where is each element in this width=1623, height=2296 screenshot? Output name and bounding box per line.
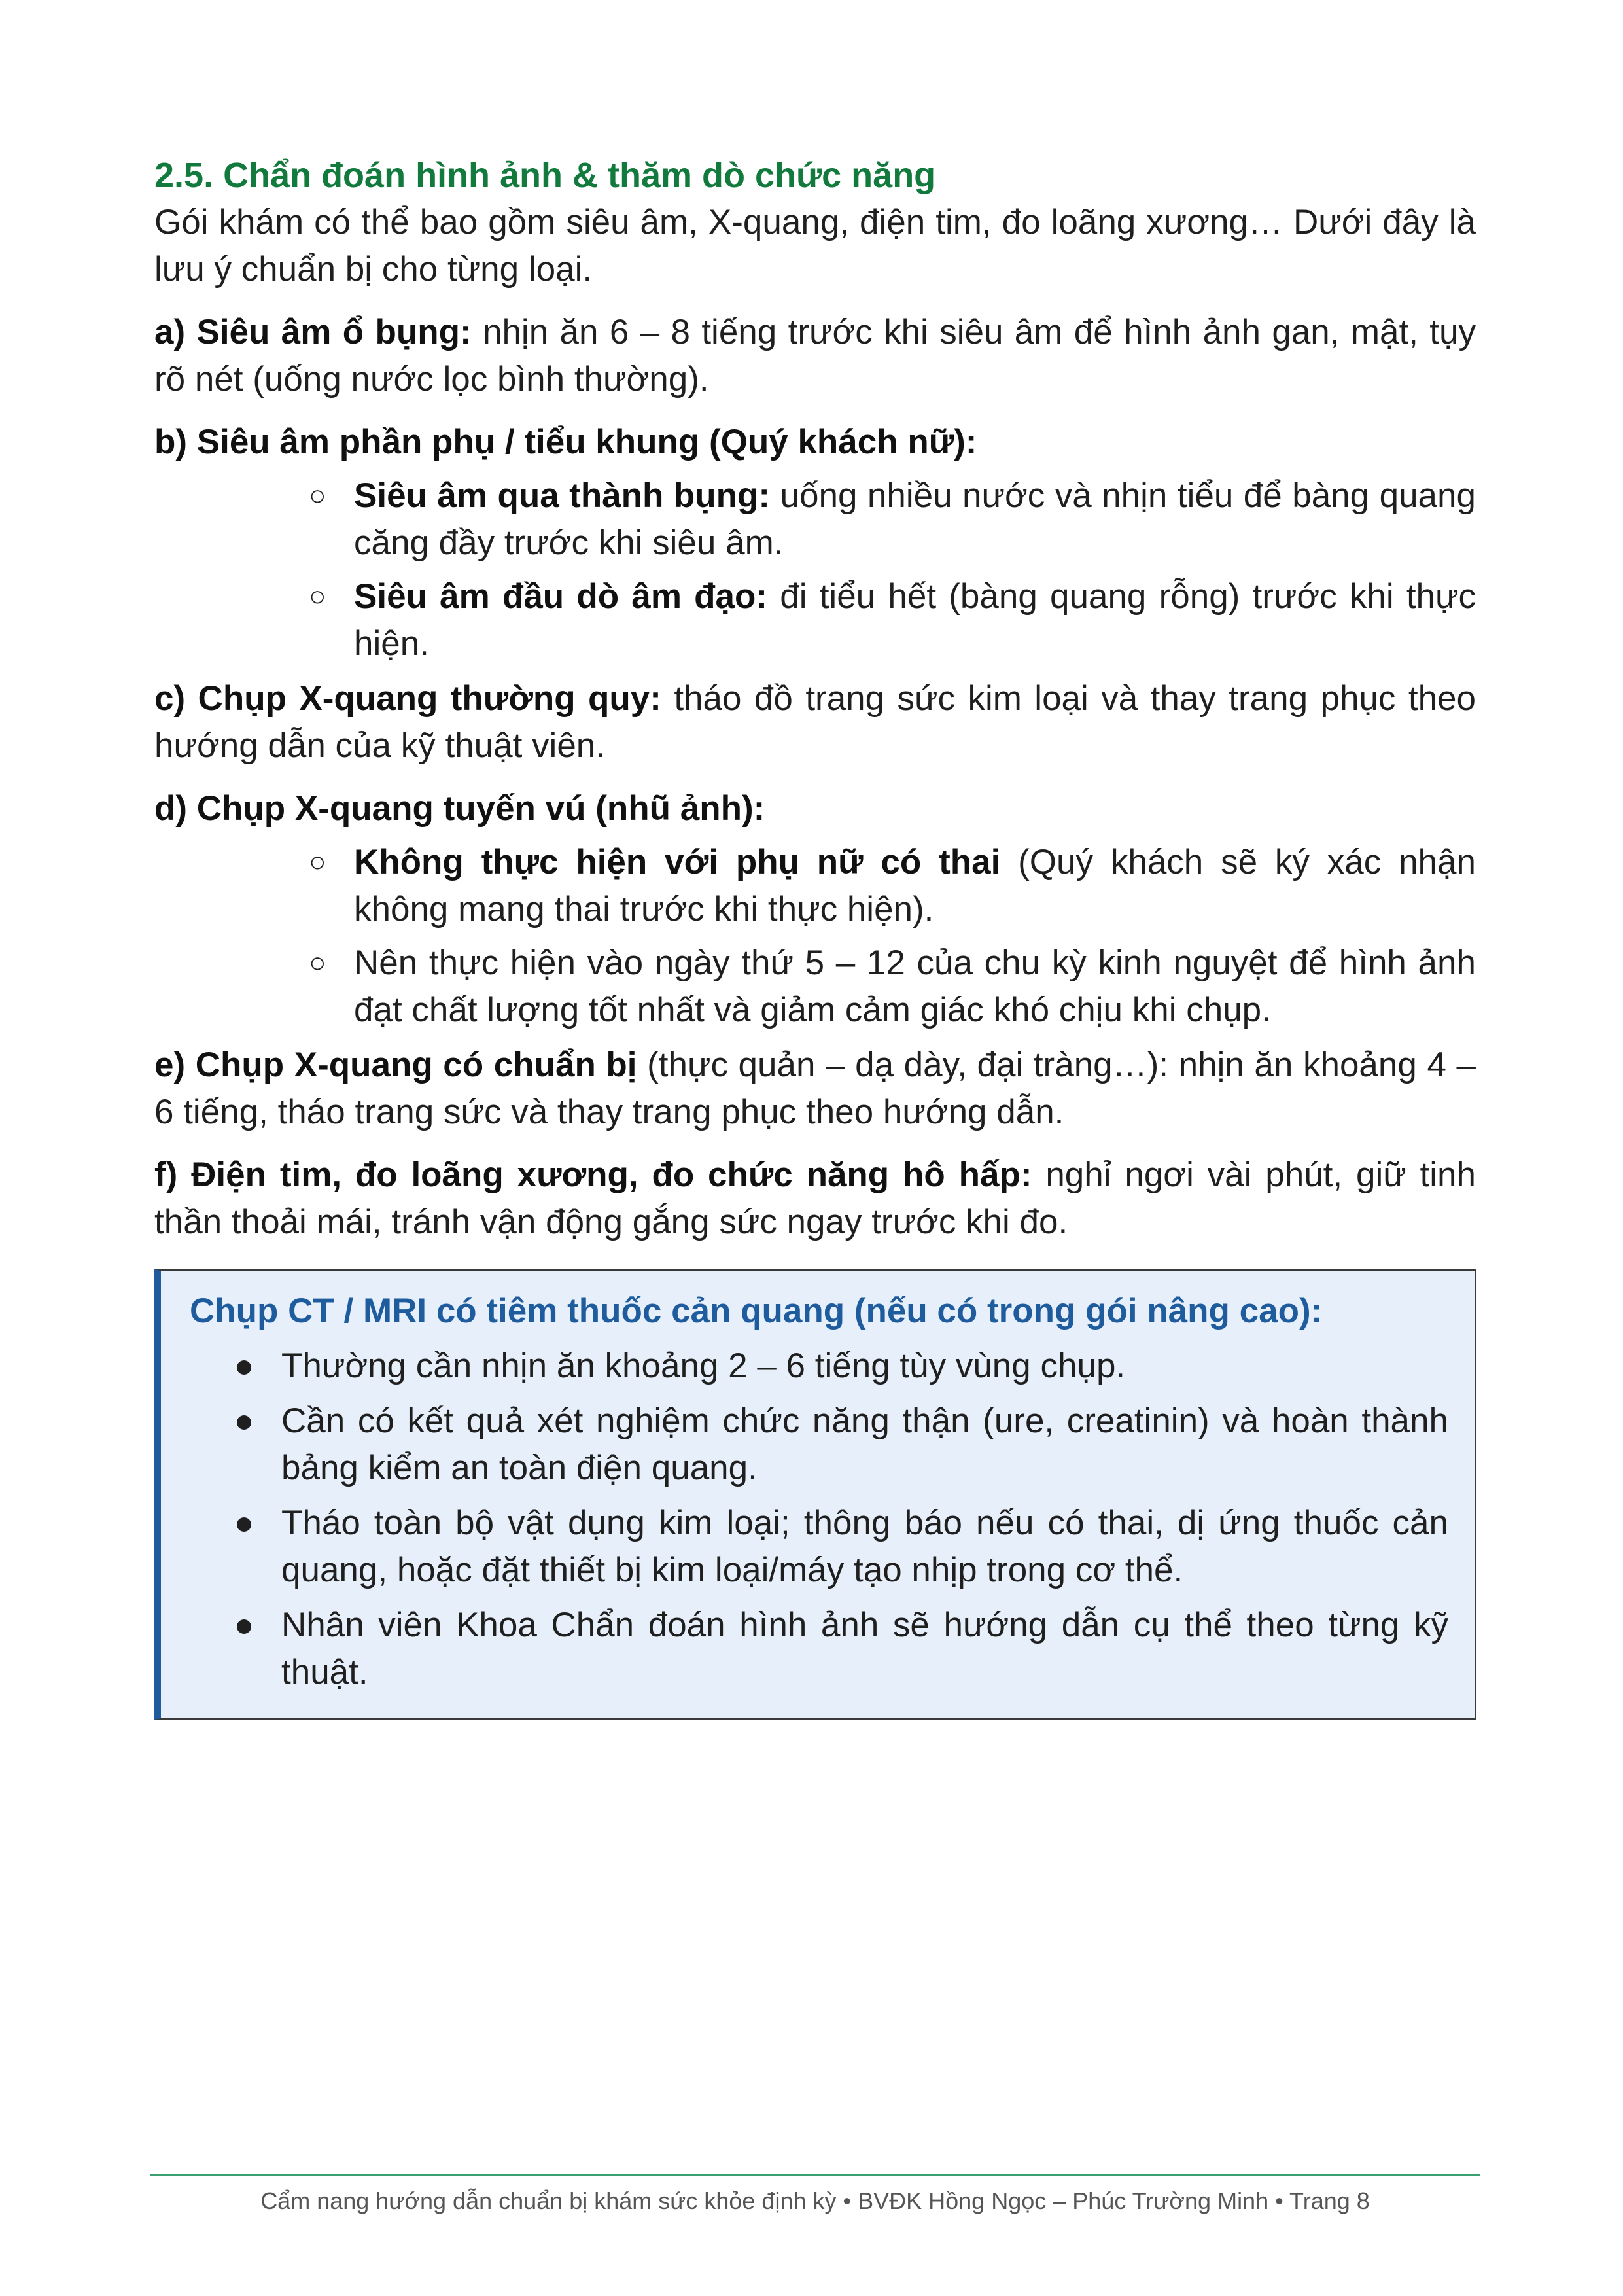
list-item [309,940,1476,1034]
sub-text: Nên thực hiện vào ngày thứ 5 – 12 của chu kỳ kinh nguyệt để hình ảnh đạt chất lượng tốt nhất và giảm cảm giác khó chịu khi chụp. [354,944,1476,1029]
bullet-text: Cần có kết quả xét nghiệm chức năng thận (ure, creatinin) và hoàn thành bảng kiểm an toàn điện quang. [281,1402,1448,1487]
callout-list [190,1343,1448,1696]
document-page [154,152,1476,1720]
footer-divider [150,2174,1480,2176]
list-item [281,1500,1448,1594]
section-intro: Gói khám có thể bao gồm siêu âm, X-quang, điện tim, đo loãng xương… Dưới đây là lưu ý chuẩn bị cho từng loại. [154,203,1476,289]
item-c-text: tháo đồ trang sức kim loại và thay trang phục theo hướng dẫn của kỹ thuật viên. [154,679,1476,765]
sub-label: Siêu âm qua thành bụng: [354,476,771,515]
circle-bullet-icon: ○ [309,580,326,612]
section-title: 2.5. Chẩn đoán hình ảnh & thăm dò chức năng [154,156,936,195]
list-item [281,1398,1448,1492]
bullet-dot-icon [237,1619,251,1634]
callout-title: Chụp CT / MRI có tiêm thuốc cản quang (nếu có trong gói nâng cao): [190,1292,1323,1330]
bullet-text: Nhân viên Khoa Chẩn đoán hình ảnh sẽ hướng dẫn cụ thể theo từng kỹ thuật. [281,1606,1448,1691]
item-d-label: d) Chụp X-quang tuyến vú (nhũ ảnh): [154,789,765,828]
list-item [309,573,1476,667]
circle-bullet-icon: ○ [309,846,326,878]
circle-bullet-icon: ○ [309,480,326,512]
page-footer: Cẩm nang hướng dẫn chuẩn bị khám sức khỏe định kỳ • BVĐK Hồng Ngọc – Phúc Trường Minh • Trang 8 [260,2187,1370,2214]
item-a-label: a) Siêu âm ổ bụng: [154,313,472,351]
bullet-text: Thường cần nhịn ăn khoảng 2 – 6 tiếng tùy vùng chụp. [281,1347,1126,1385]
item-e [154,1042,1476,1136]
sub-text: (Quý khách sẽ ký xác nhận không mang thai trước khi thực hiện). [354,843,1476,928]
item-d-sublist [154,839,1476,1034]
sub-text: đi tiểu hết (bàng quang rỗng) trước khi thực hiện. [354,577,1476,663]
sub-label: Siêu âm đầu dò âm đạo: [354,577,768,616]
item-a [154,309,1476,403]
bullet-dot-icon [237,1360,251,1375]
item-b [154,419,1476,466]
item-c-label: c) Chụp X-quang thường quy: [154,679,661,718]
item-f [154,1152,1476,1246]
list-item [309,839,1476,933]
bullet-dot-icon [237,1517,251,1532]
item-b-label: b) Siêu âm phần phụ / tiểu khung (Quý khách nữ): [154,423,977,461]
item-b-sublist [154,472,1476,667]
list-item [281,1602,1448,1696]
item-d [154,785,1476,832]
bullet-text: Tháo toàn bộ vật dụng kim loại; thông báo nếu có thai, dị ứng thuốc cản quang, hoặc đặt thiết bị kim loại/máy tạo nhịp trong cơ thể. [281,1504,1448,1589]
circle-bullet-icon: ○ [309,947,326,979]
item-e-label: e) Chụp X-quang có chuẩn bị [154,1046,637,1084]
sub-label: Không thực hiện với phụ nữ có thai [354,843,1001,881]
item-c [154,675,1476,769]
item-e-text: (thực quản – dạ dày, đại tràng…): nhịn ăn khoảng 4 – 6 tiếng, tháo trang sức và thay trang phục theo hướng dẫn. [154,1046,1476,1131]
bullet-dot-icon [237,1415,251,1430]
item-a-text: nhịn ăn 6 – 8 tiếng trước khi siêu âm để hình ảnh gan, mật, tụy rõ nét (uống nước lọc bình thường). [154,313,1476,398]
sub-text: uống nhiều nước và nhịn tiểu để bàng quang căng đầy trước khi siêu âm. [354,476,1476,562]
ct-mri-callout-box [154,1269,1476,1720]
item-f-text: nghỉ ngơi vài phút, giữ tinh thần thoải mái, tránh vận động gắng sức ngay trước khi đo. [154,1156,1476,1241]
list-item [281,1343,1448,1390]
list-item [309,472,1476,567]
item-f-label: f) Điện tim, đo loãng xương, đo chức năng hô hấp: [154,1156,1032,1194]
